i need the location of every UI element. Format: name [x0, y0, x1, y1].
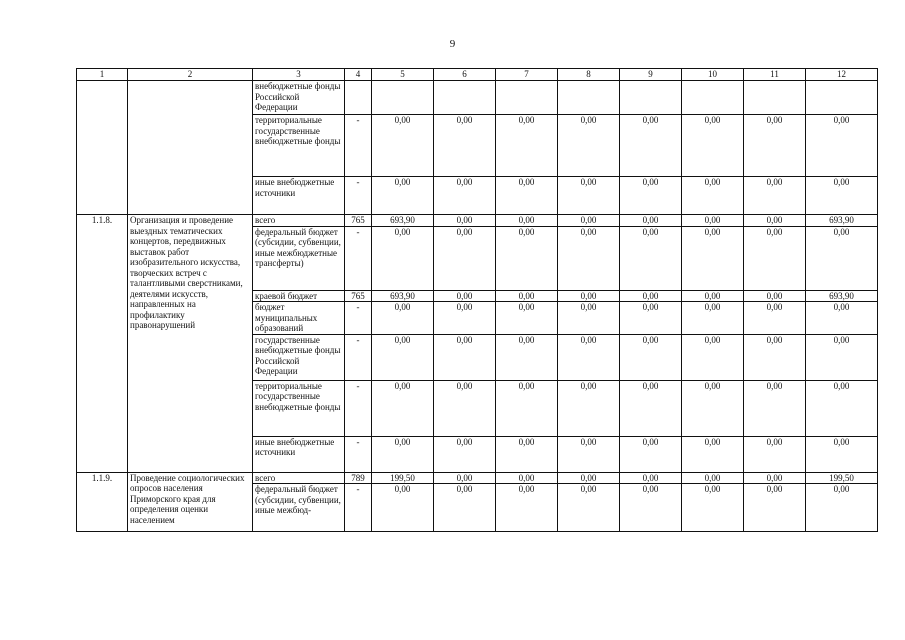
value-cell: 0,00: [558, 226, 620, 290]
value-cell: 0,00: [434, 226, 496, 290]
funding-source: всего: [253, 472, 345, 484]
code-cell: -: [345, 177, 372, 215]
column-header: 1: [77, 69, 128, 81]
value-cell: 0,00: [620, 215, 682, 227]
value-cell: 0,00: [434, 302, 496, 335]
value-cell: 0,00: [558, 380, 620, 436]
funding-source: иные внебюджетные источники: [253, 436, 345, 472]
value-cell: 0,00: [806, 484, 878, 532]
value-cell: 0,00: [558, 215, 620, 227]
value-cell: 0,00: [806, 380, 878, 436]
value-cell: 0,00: [682, 380, 744, 436]
value-cell: 0,00: [372, 302, 434, 335]
code-cell: -: [345, 226, 372, 290]
value-cell: 0,00: [744, 472, 806, 484]
funding-source: бюджет муниципальных образований: [253, 302, 345, 335]
value-cell: 0,00: [558, 302, 620, 335]
value-cell: [806, 81, 878, 115]
column-header: 2: [128, 69, 253, 81]
table-row: [77, 215, 878, 227]
item-name: Проведение социологических опросов населения Приморского края для определения оценки населением: [128, 472, 253, 532]
funding-source: территориальные государственные внебюджетные фонды: [253, 380, 345, 436]
value-cell: [744, 81, 806, 115]
value-cell: 0,00: [620, 472, 682, 484]
value-cell: 0,00: [744, 334, 806, 380]
code-cell: -: [345, 302, 372, 335]
item-code: 1.1.8.: [77, 215, 128, 473]
value-cell: 0,00: [372, 380, 434, 436]
value-cell: 0,00: [744, 484, 806, 532]
code-cell: -: [345, 334, 372, 380]
funding-source: территориальные государственные внебюджетные фонды: [253, 115, 345, 177]
column-header: 5: [372, 69, 434, 81]
value-cell: 0,00: [682, 484, 744, 532]
funding-source: внебюджетные фонды Российской Федерации: [253, 81, 345, 115]
value-cell: 0,00: [434, 334, 496, 380]
value-cell: 0,00: [558, 177, 620, 215]
item-code: 1.1.9.: [77, 472, 128, 532]
value-cell: 0,00: [558, 334, 620, 380]
value-cell: 0,00: [682, 115, 744, 177]
value-cell: 0,00: [806, 177, 878, 215]
value-cell: 0,00: [496, 290, 558, 302]
funding-source: государственные внебюджетные фонды Российской Федерации: [253, 334, 345, 380]
value-cell: 0,00: [682, 290, 744, 302]
value-cell: 0,00: [744, 177, 806, 215]
value-cell: [434, 81, 496, 115]
value-cell: 0,00: [372, 334, 434, 380]
value-cell: 0,00: [434, 436, 496, 472]
value-cell: 0,00: [372, 484, 434, 532]
value-cell: [558, 81, 620, 115]
value-cell: 693,90: [806, 290, 878, 302]
column-header: 7: [496, 69, 558, 81]
value-cell: 0,00: [744, 380, 806, 436]
value-cell: 0,00: [496, 215, 558, 227]
item-name: Организация и проведение выездных тематических концертов, передвижных выставок работ изобразительного искусства, творческих встреч с талантливыми сверстниками, деятелями искусств, направленных на профилактику правонарушений: [128, 215, 253, 473]
code-cell: 765: [345, 290, 372, 302]
value-cell: 693,90: [372, 290, 434, 302]
value-cell: 0,00: [496, 226, 558, 290]
code-cell: [345, 81, 372, 115]
value-cell: 0,00: [620, 115, 682, 177]
column-header: 8: [558, 69, 620, 81]
value-cell: 0,00: [372, 436, 434, 472]
header-row: [77, 69, 878, 81]
item-code: [77, 81, 128, 215]
value-cell: 0,00: [496, 177, 558, 215]
value-cell: 199,50: [372, 472, 434, 484]
value-cell: 0,00: [682, 302, 744, 335]
value-cell: 0,00: [496, 472, 558, 484]
value-cell: 0,00: [496, 484, 558, 532]
value-cell: 0,00: [744, 302, 806, 335]
column-header: 6: [434, 69, 496, 81]
value-cell: 0,00: [434, 177, 496, 215]
value-cell: 0,00: [806, 226, 878, 290]
value-cell: 0,00: [558, 436, 620, 472]
value-cell: 0,00: [806, 334, 878, 380]
value-cell: 0,00: [682, 215, 744, 227]
column-header: 11: [744, 69, 806, 81]
value-cell: 0,00: [372, 226, 434, 290]
value-cell: 0,00: [496, 115, 558, 177]
column-header: 9: [620, 69, 682, 81]
value-cell: [620, 81, 682, 115]
column-header: 10: [682, 69, 744, 81]
value-cell: 0,00: [434, 484, 496, 532]
value-cell: 0,00: [496, 436, 558, 472]
funding-source: федеральный бюджет (субсидии, субвенции, иные межбюджетные трансферты): [253, 226, 345, 290]
page-number: 9: [449, 38, 456, 50]
column-header: 3: [253, 69, 345, 81]
funding-source: краевой бюджет: [253, 290, 345, 302]
value-cell: 693,90: [372, 215, 434, 227]
funding-source: всего: [253, 215, 345, 227]
value-cell: 0,00: [744, 436, 806, 472]
code-cell: -: [345, 484, 372, 532]
value-cell: 0,00: [744, 215, 806, 227]
item-name: [128, 81, 253, 215]
budget-table: [76, 68, 878, 532]
code-cell: -: [345, 380, 372, 436]
value-cell: 0,00: [434, 472, 496, 484]
value-cell: 0,00: [434, 215, 496, 227]
value-cell: 0,00: [744, 290, 806, 302]
value-cell: 0,00: [806, 436, 878, 472]
code-cell: 765: [345, 215, 372, 227]
value-cell: 0,00: [496, 380, 558, 436]
value-cell: 0,00: [558, 472, 620, 484]
value-cell: [372, 81, 434, 115]
funding-source: иные внебюджетные источники: [253, 177, 345, 215]
value-cell: 0,00: [558, 290, 620, 302]
value-cell: 0,00: [434, 290, 496, 302]
value-cell: 199,50: [806, 472, 878, 484]
table-row: [77, 81, 878, 115]
value-cell: 0,00: [682, 472, 744, 484]
code-cell: 789: [345, 472, 372, 484]
value-cell: [496, 81, 558, 115]
column-header: 12: [806, 69, 878, 81]
value-cell: 0,00: [496, 302, 558, 335]
value-cell: 0,00: [806, 302, 878, 335]
value-cell: 0,00: [806, 115, 878, 177]
value-cell: 0,00: [620, 177, 682, 215]
value-cell: 0,00: [620, 302, 682, 335]
value-cell: 0,00: [372, 177, 434, 215]
value-cell: 0,00: [682, 334, 744, 380]
value-cell: 0,00: [744, 226, 806, 290]
funding-source: федеральный бюджет (субсидии, субвенции, иные межбюд-: [253, 484, 345, 532]
code-cell: -: [345, 436, 372, 472]
value-cell: 0,00: [682, 436, 744, 472]
value-cell: 0,00: [434, 380, 496, 436]
value-cell: 0,00: [434, 115, 496, 177]
value-cell: 0,00: [620, 334, 682, 380]
value-cell: [682, 81, 744, 115]
value-cell: 0,00: [682, 226, 744, 290]
value-cell: 0,00: [558, 484, 620, 532]
code-cell: -: [345, 115, 372, 177]
value-cell: 0,00: [620, 436, 682, 472]
value-cell: 0,00: [496, 334, 558, 380]
value-cell: 693,90: [806, 215, 878, 227]
value-cell: 0,00: [372, 115, 434, 177]
column-header: 4: [345, 69, 372, 81]
value-cell: 0,00: [744, 115, 806, 177]
value-cell: 0,00: [620, 484, 682, 532]
value-cell: 0,00: [620, 380, 682, 436]
table-row: [77, 472, 878, 484]
value-cell: 0,00: [682, 177, 744, 215]
value-cell: 0,00: [620, 290, 682, 302]
value-cell: 0,00: [620, 226, 682, 290]
value-cell: 0,00: [558, 115, 620, 177]
